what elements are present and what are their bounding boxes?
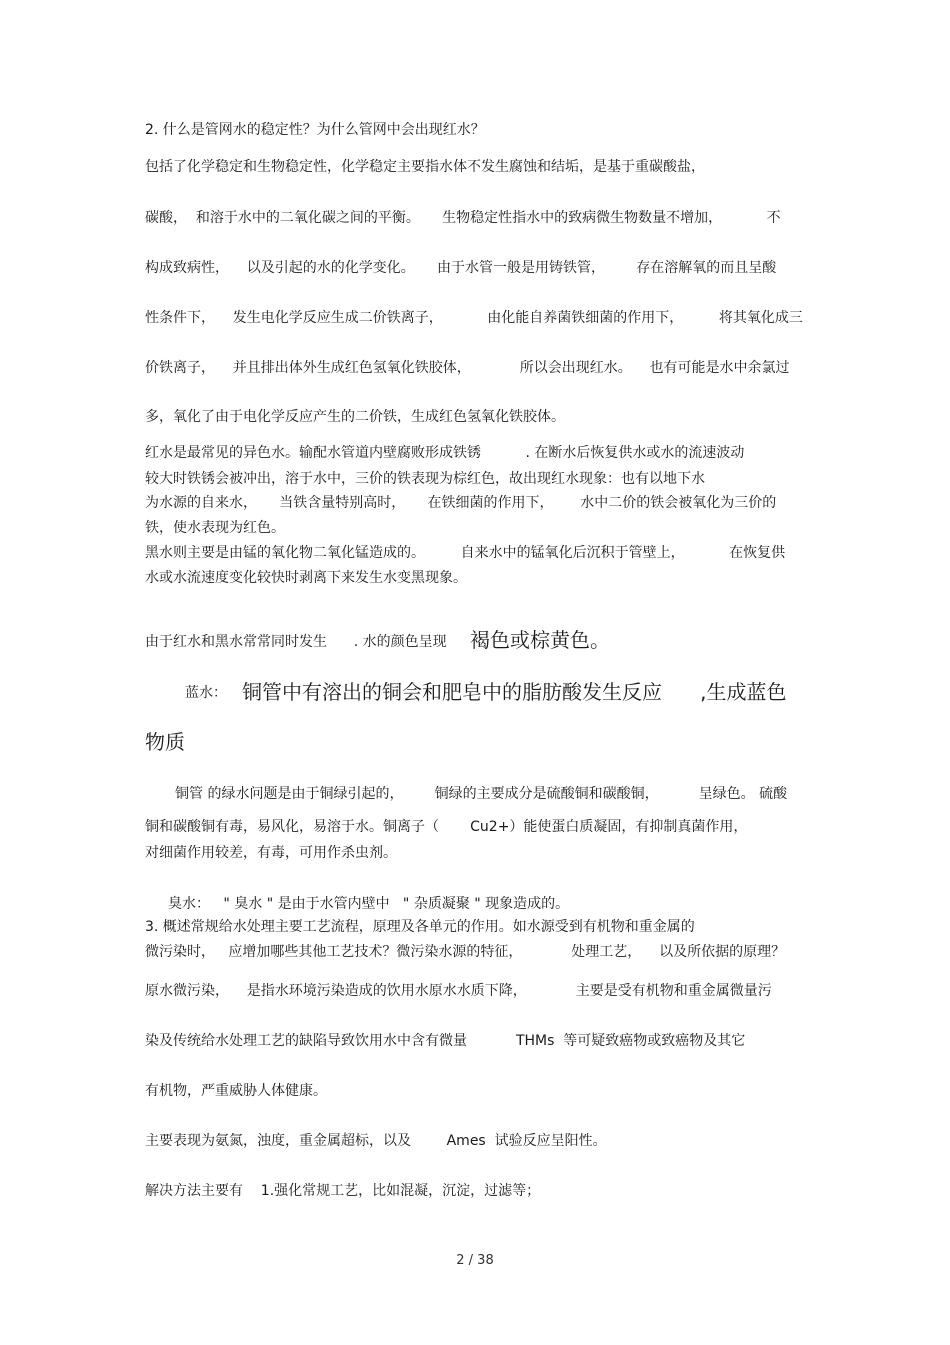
label-blue-water: 蓝水：	[185, 685, 227, 701]
text-line: 黑水则主要是由锰的氧化物二氧化锰造成的。 自来水中的锰氧化后沉积于管壁上， 在恢复供	[145, 545, 786, 561]
text-line: 解决方法主要有 1.强化常规工艺，比如混凝，沉淀，过滤等；	[145, 1183, 541, 1199]
question-3-heading: 3. 概述常规给水处理主要工艺流程，原理及各单元的作用。如水源受到有机物和重金属的	[145, 919, 695, 935]
large-text: 铜管中有溶出的铜会和肥皂中的脂肪酸发生反应 ,生成蓝色	[242, 680, 787, 704]
text-line: 水或水流速度变化较快时剥离下来发生水变黑现象。	[145, 570, 467, 586]
text-line: 红水是最常见的异色水。输配水管道内壁腐败形成铁锈 . 在断水后恢复供水或水的流速波动	[145, 445, 745, 461]
text-line: 铜管 的绿水问题是由于铜绿引起的， 铜绿的主要成分是硫酸铜和碳酸铜， 呈绿色。 硫酸	[175, 786, 788, 802]
text-line: 微污染时， 应增加哪些其他工艺技术？微污染水源的特征， 处理工艺， 以及所依据的原理？	[145, 944, 786, 960]
text-line: 原水微污染， 是指水环境污染造成的饮用水原水水质下降， 主要是受有机物和重金属微量污	[145, 983, 772, 999]
text-line: 碳酸， 和溶于水中的二氧化碳之间的平衡。 生物稳定性指水中的致病微生物数量不增加， 不	[145, 210, 781, 226]
text-line: 铜和碳酸铜有毒，易风化，易溶于水。铜离子（ Cu2+）能使蛋白质凝固，有抑制真菌作用，	[145, 819, 748, 835]
text-line: 构成致病性， 以及引起的水的化学变化。 由于水管一般是用铸铁管， 存在溶解氧的而且呈酸	[145, 260, 777, 276]
text-line: 多，氧化了由于电化学反应产生的二价铁，生成红色氢氧化铁胶体。	[145, 409, 565, 425]
text-line: 有机物，严重威胁人体健康。	[145, 1083, 327, 1099]
text-line: 铁，使水表现为红色。	[145, 520, 285, 536]
question-2-heading: 2. 什么是管网水的稳定性？为什么管网中会出现红水？	[145, 122, 485, 138]
text-line: 价铁离子， 并且排出体外生成红色氢氧化铁胶体， 所以会出现红水。 也有可能是水中余氯过	[145, 360, 790, 376]
page-number: 2 / 38	[456, 1253, 494, 1268]
text-line: 性条件下， 发生电化学反应生成二价铁离子， 由化能自养菌铁细菌的作用下， 将其氧化成三	[145, 310, 803, 326]
text-line: 主要表现为氨氮，浊度，重金属超标，以及 Ames 试验反应呈阳性。	[145, 1133, 607, 1149]
large-text: 物质	[145, 730, 185, 754]
text-line: 染及传统给水处理工艺的缺陷导致饮用水中含有微量 THMs 等可疑致癌物或致癌物及其它	[145, 1033, 746, 1049]
text-line: 包括了化学稳定和生物稳定性，化学稳定主要指水体不发生腐蚀和结垢，是基于重碳酸盐，	[145, 159, 705, 175]
text-line: 较大时铁锈会被冲出，溶于水中，三价的铁表现为棕红色，故出现红水现象：也有以地下水	[145, 471, 705, 487]
text-line: 臭水： " 臭水 " 是由于水管内壁中 " 杂质凝聚 " 现象造成的。	[168, 896, 570, 912]
large-text: 褐色或棕黄色。	[470, 628, 610, 652]
text-line: 对细菌作用较差，有毒，可用作杀虫剂。	[145, 845, 397, 861]
text-line: 为水源的自来水， 当铁含量特别高时， 在铁细菌的作用下， 水中二价的铁会被氧化为三价的	[145, 495, 777, 511]
text-line: 由于红水和黑水常常同时发生 . 水的颜色呈现	[145, 634, 447, 650]
